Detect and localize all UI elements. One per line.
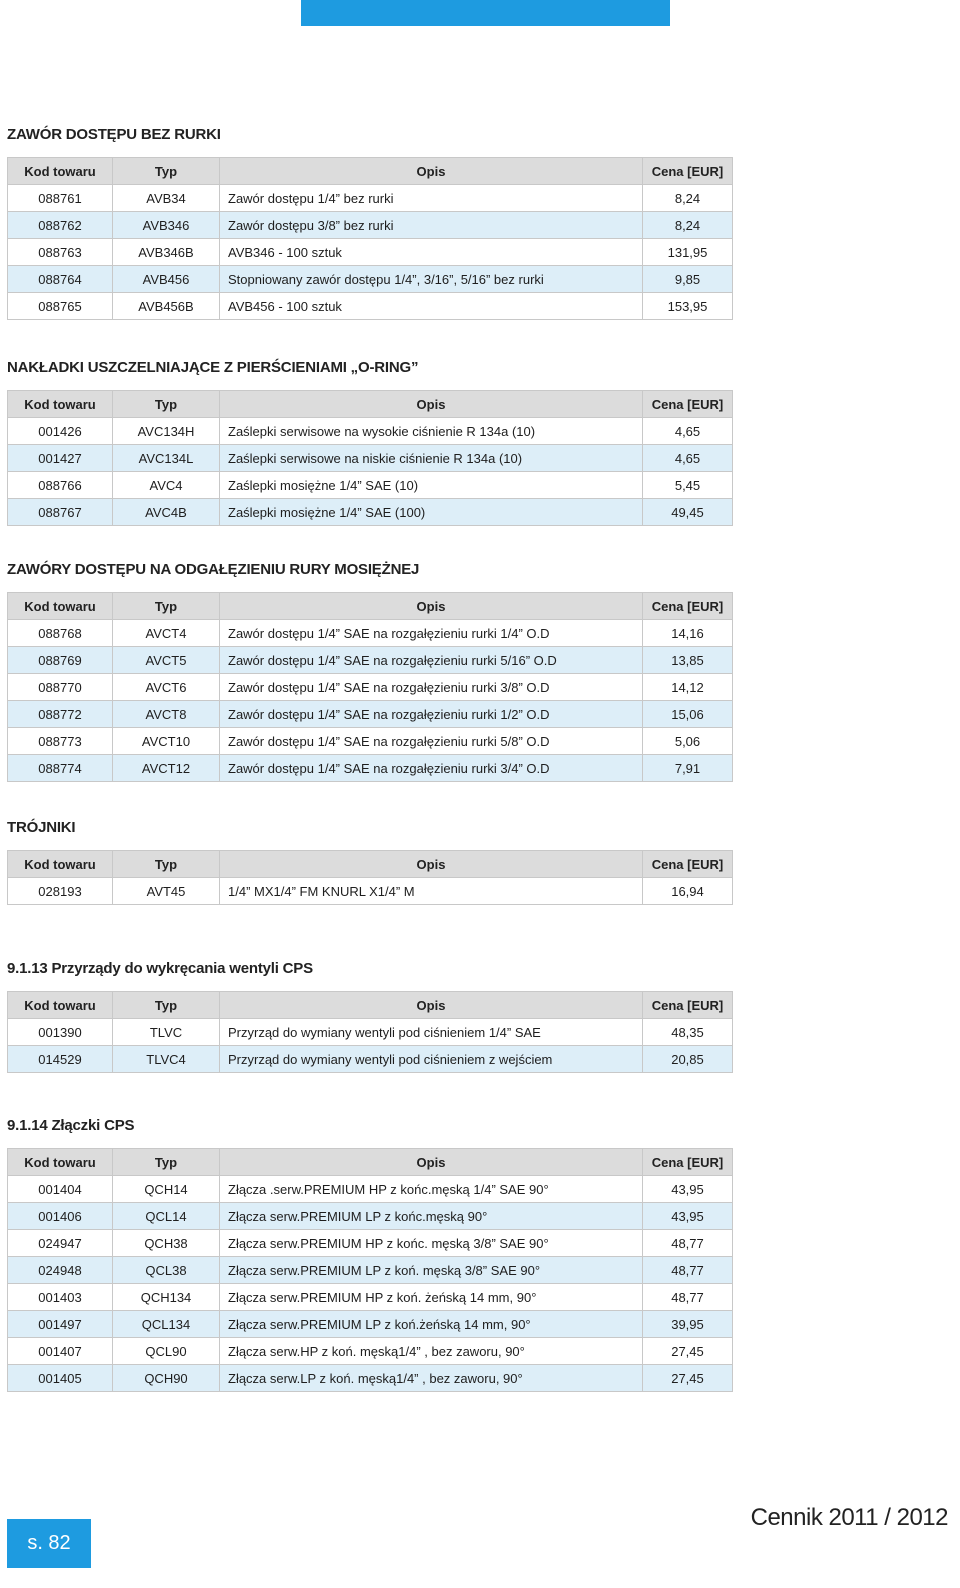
cell-desc: Złącza serw.HP z koń. męską1/4” , bez zaworu, 90° bbox=[220, 1338, 643, 1365]
top-accent-band bbox=[301, 0, 670, 26]
price-section bbox=[7, 1116, 732, 1392]
cell-code: 024948 bbox=[8, 1257, 113, 1284]
cell-type: AVB346 bbox=[113, 212, 220, 239]
cell-desc: Złącza serw.PREMIUM LP z koń. męską 3/8” SAE 90° bbox=[220, 1257, 643, 1284]
cell-desc: Złącza serw.LP z koń. męską1/4” , bez zaworu, 90° bbox=[220, 1365, 643, 1392]
column-header-code: Kod towaru bbox=[8, 992, 113, 1019]
cell-price: 8,24 bbox=[643, 185, 733, 212]
cell-code: 088768 bbox=[8, 620, 113, 647]
cell-price: 14,16 bbox=[643, 620, 733, 647]
cell-desc: Zaślepki mosiężne 1/4” SAE (100) bbox=[220, 499, 643, 526]
column-header-type: Typ bbox=[113, 992, 220, 1019]
price-table bbox=[7, 1148, 733, 1392]
cell-desc: Zawór dostępu 1/4” SAE na rozgałęzieniu rurki 3/4” O.D bbox=[220, 755, 643, 782]
column-header-code: Kod towaru bbox=[8, 851, 113, 878]
cell-type: AVB346B bbox=[113, 239, 220, 266]
cell-desc: Zawór dostępu 1/4” SAE na rozgałęzieniu rurki 3/8” O.D bbox=[220, 674, 643, 701]
cell-code: 088763 bbox=[8, 239, 113, 266]
cell-code: 001426 bbox=[8, 418, 113, 445]
column-header-desc: Opis bbox=[220, 1149, 643, 1176]
cell-type: QCH134 bbox=[113, 1284, 220, 1311]
section-title: 9.1.13 Przyrządy do wykręcania wentyli CPS bbox=[7, 960, 313, 977]
cell-code: 001406 bbox=[8, 1203, 113, 1230]
cell-type: AVC4 bbox=[113, 472, 220, 499]
cell-price: 13,85 bbox=[643, 647, 733, 674]
price-table bbox=[7, 592, 733, 782]
cell-price: 43,95 bbox=[643, 1203, 733, 1230]
table-row bbox=[8, 239, 733, 266]
cell-price: 153,95 bbox=[643, 293, 733, 320]
cell-code: 088772 bbox=[8, 701, 113, 728]
cell-code: 014529 bbox=[8, 1046, 113, 1073]
cell-price: 48,77 bbox=[643, 1284, 733, 1311]
cell-code: 088764 bbox=[8, 266, 113, 293]
price-table bbox=[7, 991, 733, 1073]
cell-price: 4,65 bbox=[643, 418, 733, 445]
cell-price: 8,24 bbox=[643, 212, 733, 239]
cell-code: 001497 bbox=[8, 1311, 113, 1338]
cell-type: AVCT4 bbox=[113, 620, 220, 647]
cell-type: AVCT10 bbox=[113, 728, 220, 755]
cell-desc: Zaślepki mosiężne 1/4” SAE (10) bbox=[220, 472, 643, 499]
cell-price: 7,91 bbox=[643, 755, 733, 782]
cell-desc: AVB346 - 100 sztuk bbox=[220, 239, 643, 266]
price-section bbox=[7, 959, 732, 1073]
column-header-price: Cena [EUR] bbox=[643, 158, 733, 185]
cell-type: QCL38 bbox=[113, 1257, 220, 1284]
cell-code: 001405 bbox=[8, 1365, 113, 1392]
cell-code: 001390 bbox=[8, 1019, 113, 1046]
table-row bbox=[8, 445, 733, 472]
column-header-type: Typ bbox=[113, 391, 220, 418]
cell-type: AVCT8 bbox=[113, 701, 220, 728]
price-table bbox=[7, 390, 733, 526]
cell-code: 088766 bbox=[8, 472, 113, 499]
cell-desc: Złącza .serw.PREMIUM HP z końc.męską 1/4” SAE 90° bbox=[220, 1176, 643, 1203]
table-row bbox=[8, 418, 733, 445]
cell-desc: Zawór dostępu 1/4” SAE na rozgałęzieniu rurki 1/4” O.D bbox=[220, 620, 643, 647]
cell-price: 131,95 bbox=[643, 239, 733, 266]
cell-desc: Zaślepki serwisowe na niskie ciśnienie R 134a (10) bbox=[220, 445, 643, 472]
cell-price: 20,85 bbox=[643, 1046, 733, 1073]
table-header-row bbox=[8, 1149, 733, 1176]
page-number: s. 82 bbox=[27, 1532, 71, 1554]
cell-code: 001403 bbox=[8, 1284, 113, 1311]
cell-type: AVT45 bbox=[113, 878, 220, 905]
table-row bbox=[8, 1230, 733, 1257]
price-table bbox=[7, 850, 733, 905]
cell-type: AVB456 bbox=[113, 266, 220, 293]
section-title: ZAWÓRY DOSTĘPU NA ODGAŁĘZIENIU RURY MOSIĘŻNEJ bbox=[7, 561, 420, 578]
table-row bbox=[8, 755, 733, 782]
cell-code: 088774 bbox=[8, 755, 113, 782]
cell-price: 27,45 bbox=[643, 1338, 733, 1365]
table-row bbox=[8, 472, 733, 499]
cell-price: 49,45 bbox=[643, 499, 733, 526]
cell-price: 48,77 bbox=[643, 1257, 733, 1284]
cell-type: AVB456B bbox=[113, 293, 220, 320]
column-header-price: Cena [EUR] bbox=[643, 593, 733, 620]
table-row bbox=[8, 728, 733, 755]
cell-price: 39,95 bbox=[643, 1311, 733, 1338]
column-header-code: Kod towaru bbox=[8, 158, 113, 185]
column-header-type: Typ bbox=[113, 593, 220, 620]
cell-price: 16,94 bbox=[643, 878, 733, 905]
table-header-row bbox=[8, 158, 733, 185]
table-row bbox=[8, 1365, 733, 1392]
cell-type: QCH90 bbox=[113, 1365, 220, 1392]
table-row bbox=[8, 293, 733, 320]
cell-price: 5,06 bbox=[643, 728, 733, 755]
table-row bbox=[8, 212, 733, 239]
column-header-desc: Opis bbox=[220, 158, 643, 185]
cell-desc: AVB456 - 100 sztuk bbox=[220, 293, 643, 320]
table-row bbox=[8, 1338, 733, 1365]
column-header-code: Kod towaru bbox=[8, 391, 113, 418]
cell-desc: Stopniowany zawór dostępu 1/4”, 3/16”, 5/16” bez rurki bbox=[220, 266, 643, 293]
column-header-price: Cena [EUR] bbox=[643, 851, 733, 878]
cell-type: AVC134H bbox=[113, 418, 220, 445]
table-row bbox=[8, 1176, 733, 1203]
cell-type: AVB34 bbox=[113, 185, 220, 212]
page-number-badge bbox=[7, 1519, 91, 1568]
cell-code: 088773 bbox=[8, 728, 113, 755]
cell-desc: Przyrząd do wymiany wentyli pod ciśnieniem 1/4” SAE bbox=[220, 1019, 643, 1046]
column-header-type: Typ bbox=[113, 851, 220, 878]
price-section bbox=[7, 125, 732, 320]
column-header-code: Kod towaru bbox=[8, 593, 113, 620]
table-row bbox=[8, 1046, 733, 1073]
cell-code: 088762 bbox=[8, 212, 113, 239]
cell-code: 024947 bbox=[8, 1230, 113, 1257]
cell-code: 088765 bbox=[8, 293, 113, 320]
table-header-row bbox=[8, 593, 733, 620]
cell-desc: Złącza serw.PREMIUM LP z końc.męską 90° bbox=[220, 1203, 643, 1230]
cell-desc: Złącza serw.PREMIUM HP z koń. żeńską 14 mm, 90° bbox=[220, 1284, 643, 1311]
cell-code: 001404 bbox=[8, 1176, 113, 1203]
cell-code: 001407 bbox=[8, 1338, 113, 1365]
cell-price: 4,65 bbox=[643, 445, 733, 472]
table-row bbox=[8, 1311, 733, 1338]
cell-desc: Zawór dostępu 1/4” SAE na rozgałęzieniu rurki 5/8” O.D bbox=[220, 728, 643, 755]
price-section bbox=[7, 560, 732, 782]
column-header-type: Typ bbox=[113, 1149, 220, 1176]
table-row bbox=[8, 1284, 733, 1311]
section-title: NAKŁADKI USZCZELNIAJĄCE Z PIERŚCIENIAMI „O-RING” bbox=[7, 359, 419, 376]
column-header-price: Cena [EUR] bbox=[643, 1149, 733, 1176]
cell-price: 14,12 bbox=[643, 674, 733, 701]
table-row bbox=[8, 266, 733, 293]
section-title: 9.1.14 Złączki CPS bbox=[7, 1117, 135, 1134]
column-header-desc: Opis bbox=[220, 992, 643, 1019]
cell-type: TLVC bbox=[113, 1019, 220, 1046]
column-header-code: Kod towaru bbox=[8, 1149, 113, 1176]
cell-desc: Przyrząd do wymiany wentyli pod ciśnieniem z wejściem bbox=[220, 1046, 643, 1073]
cell-code: 088767 bbox=[8, 499, 113, 526]
cell-desc: Zaślepki serwisowe na wysokie ciśnienie R 134a (10) bbox=[220, 418, 643, 445]
table-row bbox=[8, 185, 733, 212]
cell-desc: Zawór dostępu 3/8” bez rurki bbox=[220, 212, 643, 239]
column-header-desc: Opis bbox=[220, 593, 643, 620]
cell-type: QCH14 bbox=[113, 1176, 220, 1203]
table-row bbox=[8, 620, 733, 647]
cell-code: 088770 bbox=[8, 674, 113, 701]
cell-type: QCL90 bbox=[113, 1338, 220, 1365]
price-section bbox=[7, 818, 732, 905]
cell-desc: Zawór dostępu 1/4” SAE na rozgałęzieniu rurki 1/2” O.D bbox=[220, 701, 643, 728]
cell-type: AVC4B bbox=[113, 499, 220, 526]
cell-price: 43,95 bbox=[643, 1176, 733, 1203]
cell-code: 001427 bbox=[8, 445, 113, 472]
table-row bbox=[8, 701, 733, 728]
cell-price: 27,45 bbox=[643, 1365, 733, 1392]
price-section bbox=[7, 358, 732, 526]
cell-desc: Zawór dostępu 1/4” SAE na rozgałęzieniu rurki 5/16” O.D bbox=[220, 647, 643, 674]
cell-price: 9,85 bbox=[643, 266, 733, 293]
cell-price: 5,45 bbox=[643, 472, 733, 499]
cell-price: 15,06 bbox=[643, 701, 733, 728]
table-header-row bbox=[8, 851, 733, 878]
cell-desc: Zawór dostępu 1/4” bez rurki bbox=[220, 185, 643, 212]
table-row bbox=[8, 878, 733, 905]
cell-type: AVCT12 bbox=[113, 755, 220, 782]
price-table bbox=[7, 157, 733, 320]
table-row bbox=[8, 674, 733, 701]
table-row bbox=[8, 1019, 733, 1046]
cell-price: 48,35 bbox=[643, 1019, 733, 1046]
cell-code: 028193 bbox=[8, 878, 113, 905]
cell-desc: Złącza serw.PREMIUM HP z końc. męską 3/8” SAE 90° bbox=[220, 1230, 643, 1257]
cell-type: AVCT6 bbox=[113, 674, 220, 701]
column-header-price: Cena [EUR] bbox=[643, 391, 733, 418]
footer-title: Cennik 2011 / 2012 bbox=[750, 1504, 948, 1531]
column-header-desc: Opis bbox=[220, 391, 643, 418]
cell-code: 088769 bbox=[8, 647, 113, 674]
table-row bbox=[8, 1257, 733, 1284]
cell-type: AVCT5 bbox=[113, 647, 220, 674]
column-header-desc: Opis bbox=[220, 851, 643, 878]
cell-desc: 1/4” MX1/4” FM KNURL X1/4” M bbox=[220, 878, 643, 905]
cell-code: 088761 bbox=[8, 185, 113, 212]
section-title: TRÓJNIKI bbox=[7, 819, 76, 836]
cell-price: 48,77 bbox=[643, 1230, 733, 1257]
table-row bbox=[8, 647, 733, 674]
table-row bbox=[8, 1203, 733, 1230]
table-header-row bbox=[8, 391, 733, 418]
cell-desc: Złącza serw.PREMIUM LP z koń.żeńską 14 mm, 90° bbox=[220, 1311, 643, 1338]
column-header-type: Typ bbox=[113, 158, 220, 185]
column-header-price: Cena [EUR] bbox=[643, 992, 733, 1019]
table-header-row bbox=[8, 992, 733, 1019]
cell-type: AVC134L bbox=[113, 445, 220, 472]
cell-type: TLVC4 bbox=[113, 1046, 220, 1073]
table-row bbox=[8, 499, 733, 526]
cell-type: QCH38 bbox=[113, 1230, 220, 1257]
section-title: ZAWÓR DOSTĘPU BEZ RURKI bbox=[7, 126, 221, 143]
cell-type: QCL134 bbox=[113, 1311, 220, 1338]
cell-type: QCL14 bbox=[113, 1203, 220, 1230]
